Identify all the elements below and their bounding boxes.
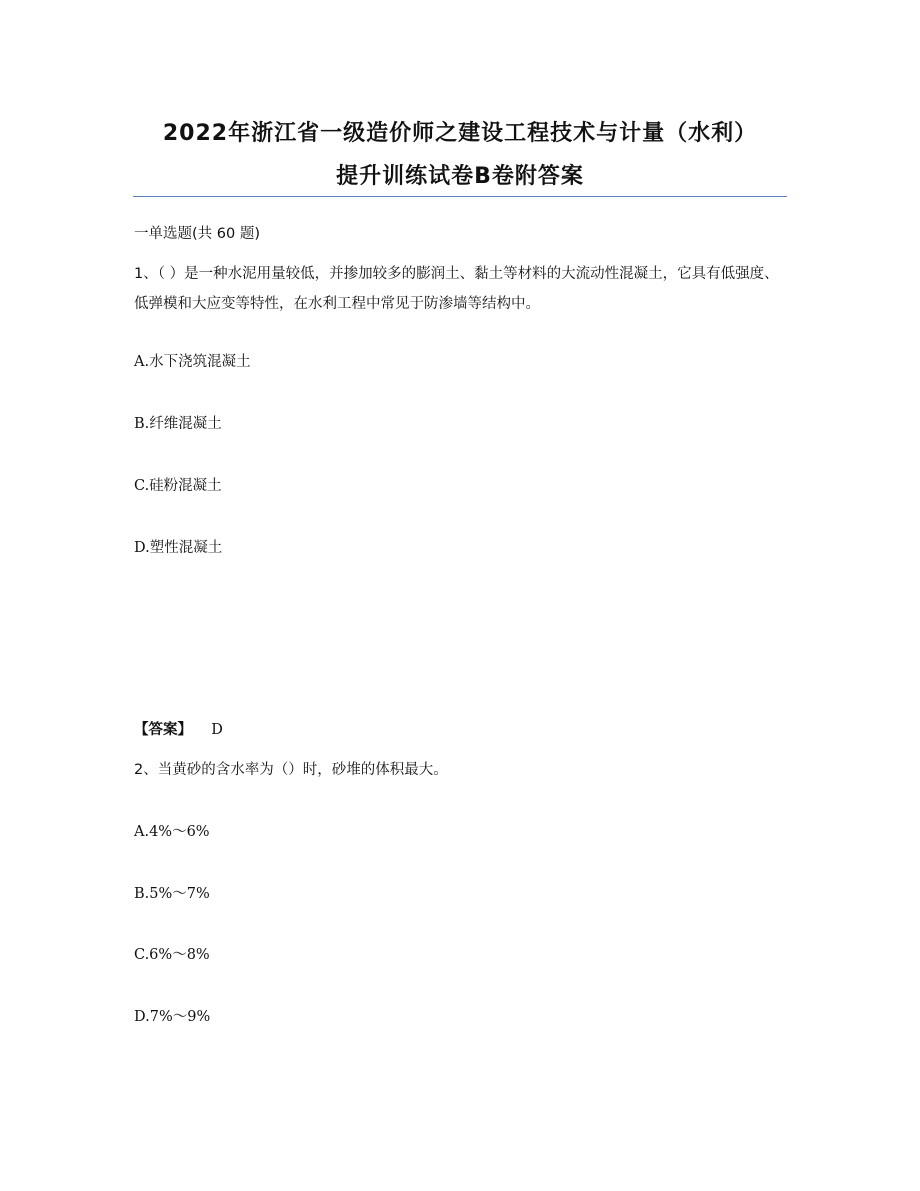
document-title-line-2: 提升训练试卷B卷附答案 [336, 164, 584, 189]
title-divider [133, 196, 787, 197]
question-1-option-d: D.塑性混凝土 [134, 540, 223, 556]
question-2-option-d: D.7%～9% [134, 1009, 211, 1025]
answer-label: 【答案】 [134, 722, 192, 738]
question-2-option-a: A.4%～6% [134, 824, 210, 840]
question-2-text: 2、当黄砂的含水率为（）时，砂堆的体积最大。 [134, 762, 448, 778]
question-2-option-c: C.6%～8% [134, 947, 210, 963]
question-2-option-b: B.5%～7% [134, 886, 210, 902]
document-title-line-1: 2022年浙江省一级造价师之建设工程技术与计量（水利） [162, 121, 758, 146]
question-1-answer [134, 718, 223, 739]
section-label: 一单选题(共 60 题) [134, 226, 260, 242]
answer-value: D [211, 722, 223, 738]
question-1-option-a: A.水下浇筑混凝土 [134, 354, 251, 370]
question-1-option-c: C.硅粉混凝土 [134, 478, 222, 494]
question-1-text: 1、（ ）是一种水泥用量较低，并掺加较多的膨润土、黏土等材料的大流动性混凝土，它具有低强度、低弹模和大应变等特性，在水利工程中常见于防渗墙等结构中。 [134, 266, 779, 312]
question-1-option-b: B.纤维混凝土 [134, 416, 222, 432]
